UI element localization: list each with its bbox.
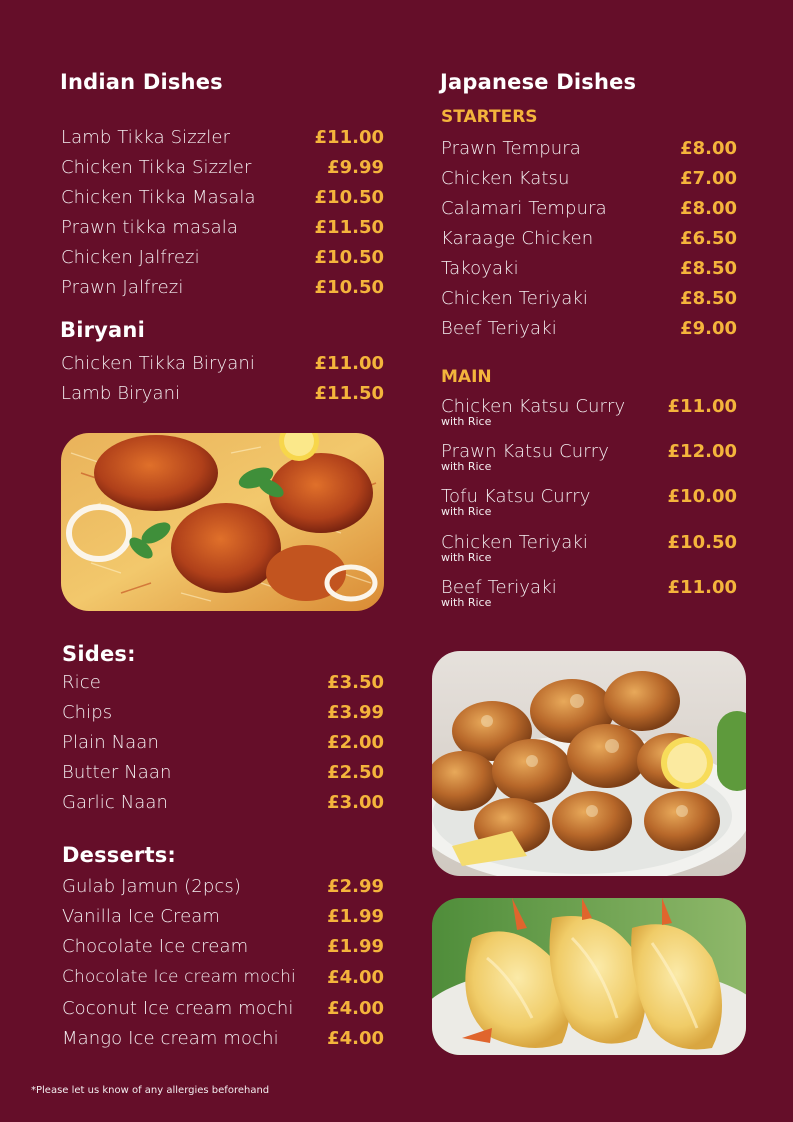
menu-item [441, 396, 737, 428]
menu-item [441, 168, 737, 189]
indian-dishes-title: Indian Dishes [60, 70, 223, 94]
sides-title: Sides: [62, 642, 136, 666]
item-name-block [441, 532, 588, 564]
menu-item [61, 247, 384, 268]
item-name: Lamb Tikka Sizzler [61, 127, 231, 148]
item-name: Tofu Katsu Curry [441, 486, 591, 507]
menu-item [62, 732, 384, 753]
item-price: £12.00 [667, 441, 737, 462]
item-price: £3.00 [327, 792, 384, 813]
menu-item [62, 1028, 384, 1049]
item-price: £3.50 [327, 672, 384, 693]
main-title: MAIN [441, 367, 492, 387]
menu-item [61, 217, 384, 238]
item-name: Beef Teriyaki [441, 318, 557, 339]
menu-item [61, 127, 384, 148]
karaage-chicken-photo [432, 651, 746, 876]
menu-item [441, 198, 737, 219]
item-note: with Rice [441, 505, 492, 518]
item-name: Prawn Jalfrezi [61, 277, 184, 298]
item-price: £2.99 [327, 876, 384, 897]
item-name: Prawn tikka masala [61, 217, 238, 238]
menu-item [61, 277, 384, 298]
menu-item [441, 138, 737, 159]
item-note: with Rice [441, 415, 492, 428]
item-name: Coconut Ice cream mochi [62, 998, 294, 1019]
menu-item [62, 906, 384, 927]
starters-title: STARTERS [441, 107, 538, 127]
biryani-title: Biryani [60, 318, 145, 342]
item-name: Chocolate Ice cream mochi [62, 967, 296, 987]
item-name: Chicken Tikka Biryani [61, 353, 255, 374]
item-price: £11.50 [314, 383, 384, 404]
menu-item [441, 258, 737, 279]
biryani-photo [61, 433, 384, 611]
japanese-dishes-title: Japanese Dishes [440, 70, 637, 94]
item-name: Mango Ice cream mochi [62, 1028, 279, 1049]
item-name: Chicken Katsu Curry [441, 396, 626, 417]
item-price: £11.00 [314, 353, 384, 374]
menu-item [441, 441, 737, 473]
item-note: with Rice [441, 460, 492, 473]
menu-item [61, 353, 384, 374]
item-price: £8.50 [680, 258, 737, 279]
menu-item [62, 702, 384, 723]
menu-item [441, 318, 737, 339]
item-name: Chips [62, 702, 113, 723]
item-name: Prawn Tempura [441, 138, 581, 159]
item-price: £8.00 [680, 198, 737, 219]
menu-item [62, 998, 384, 1019]
item-name: Chicken Tikka Sizzler [61, 157, 252, 178]
item-name: Chocolate Ice cream [62, 936, 249, 957]
menu-item [61, 383, 384, 404]
item-price: £11.00 [314, 127, 384, 148]
item-name: Beef Teriyaki [441, 577, 557, 598]
item-name: Plain Naan [62, 732, 159, 753]
item-price: £8.00 [680, 138, 737, 159]
menu-item [62, 936, 384, 957]
menu-item [441, 577, 737, 609]
item-price: £10.50 [314, 277, 384, 298]
item-name: Gulab Jamun (2pcs) [62, 876, 241, 897]
item-name: Prawn Katsu Curry [441, 441, 610, 462]
menu-item [61, 187, 384, 208]
item-price: £8.50 [680, 288, 737, 309]
item-price: £4.00 [327, 1028, 384, 1049]
item-price: £4.00 [327, 967, 384, 988]
desserts-title: Desserts: [62, 843, 177, 867]
menu-item [61, 157, 384, 178]
item-name: Rice [62, 672, 101, 693]
item-price: £9.99 [327, 157, 384, 178]
menu-item [62, 762, 384, 783]
item-price: £11.50 [314, 217, 384, 238]
item-name: Garlic Naan [62, 792, 169, 813]
item-name: Chicken Teriyaki [441, 288, 588, 309]
item-price: £10.00 [667, 486, 737, 507]
item-note: with Rice [441, 551, 492, 564]
item-price: £10.50 [667, 532, 737, 553]
item-name: Takoyaki [441, 258, 519, 279]
menu-item [62, 792, 384, 813]
item-name: Butter Naan [62, 762, 172, 783]
item-name-block [441, 396, 625, 428]
item-price: £4.00 [327, 998, 384, 1019]
item-price: £11.00 [667, 396, 737, 417]
menu-item [441, 288, 737, 309]
item-name-block [441, 486, 591, 518]
item-price: £6.50 [680, 228, 737, 249]
item-price: £2.00 [327, 732, 384, 753]
item-price: £1.99 [327, 936, 384, 957]
prawn-tempura-photo [432, 898, 746, 1055]
item-price: £3.99 [327, 702, 384, 723]
item-price: £7.00 [680, 168, 737, 189]
menu-item [62, 967, 384, 988]
item-name: Lamb Biryani [61, 383, 181, 404]
menu-item [441, 228, 737, 249]
item-name: Chicken Tikka Masala [61, 187, 256, 208]
item-name: Karaage Chicken [441, 228, 594, 249]
item-price: £1.99 [327, 906, 384, 927]
allergy-footnote: *Please let us know of any allergies beforehand [31, 1085, 270, 1096]
menu-item [441, 532, 737, 564]
item-price: £2.50 [327, 762, 384, 783]
item-name: Chicken Jalfrezi [61, 247, 200, 268]
menu-item [441, 486, 737, 518]
item-name: Calamari Tempura [441, 198, 607, 219]
item-price: £9.00 [680, 318, 737, 339]
menu-item [62, 876, 384, 897]
item-note: with Rice [441, 596, 492, 609]
item-name-block [441, 577, 557, 609]
item-name-block [441, 441, 609, 473]
item-price: £10.50 [314, 247, 384, 268]
item-name: Chicken Katsu [441, 168, 570, 189]
item-price: £11.00 [667, 577, 737, 598]
item-price: £10.50 [314, 187, 384, 208]
menu-item [62, 672, 384, 693]
item-name: Chicken Teriyaki [441, 532, 588, 553]
item-name: Vanilla Ice Cream [62, 906, 221, 927]
